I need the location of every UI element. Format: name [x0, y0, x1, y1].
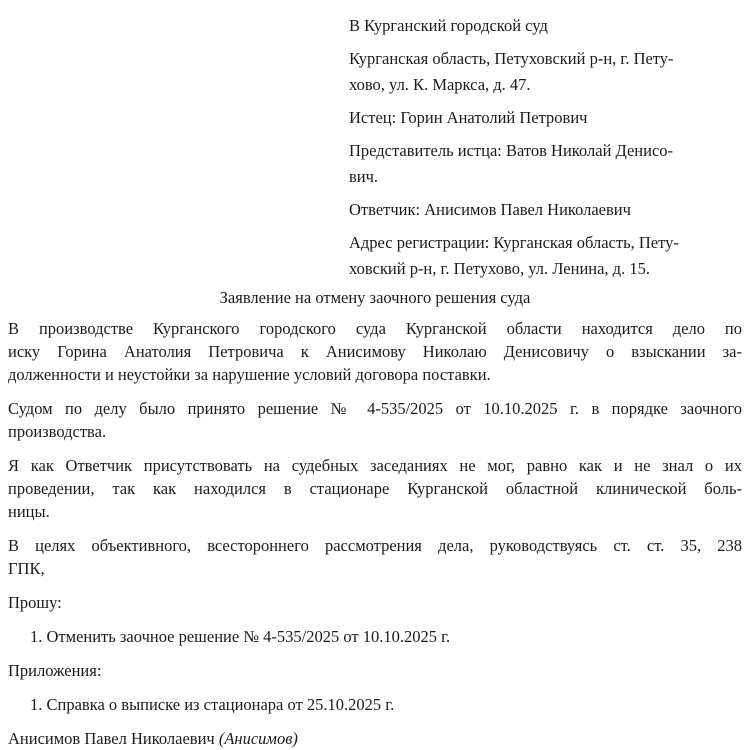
body-line: Судом по делу было принято решение № 4-535/2025 от 10.10.2025 г. в порядке заочного — [8, 399, 742, 418]
signature-line — [8, 727, 742, 750]
body-line: иску Горина Анатолия Петровича к Анисимову Николаю Денисовичу о взыскании за- — [8, 342, 742, 361]
body-paragraph-decision — [8, 397, 742, 443]
body-paragraph-case-info — [8, 317, 742, 386]
body-line: проведении, так как находился в стационаре Курганской областной клинической боль- — [8, 479, 742, 498]
representative-line-1: Представитель истца: Ватов Николай Денисо- — [349, 141, 674, 160]
body-paragraph-absence-reason — [8, 454, 742, 523]
body-line: В целях объективного, всестороннего рассмотрения дела, руководствуясь ст. ст. 35, 238 — [8, 536, 742, 555]
request-label: Прошу: — [8, 593, 62, 612]
body-line: В производстве Курганского городского суда Курганской области находится дело по — [8, 319, 742, 338]
body-line: производства. — [8, 422, 107, 441]
defendant-address-line-2: ховский р-н, г. Петухово, ул. Ленина, д. 15. — [349, 259, 650, 278]
plaintiff-representative-paragraph — [349, 138, 742, 190]
request-item: 1. Отменить заочное решение № 4-535/2025 от 10.10.2025 г. — [30, 627, 451, 646]
body-line: долженности и неустойки за нарушение условий договора поставки. — [8, 365, 491, 384]
attachments-label: Приложения: — [8, 661, 102, 680]
court-address-line-1: Курганская область, Петуховский р-н, г. Пету- — [349, 49, 674, 68]
court-address-paragraph — [349, 46, 742, 98]
court-name-paragraph — [349, 13, 742, 39]
document-body — [8, 317, 742, 750]
court-name: В Курганский городской суд — [349, 16, 548, 35]
defendant-address-line-1: Адрес регистрации: Курганская область, Пету- — [349, 233, 679, 252]
body-line: ницы. — [8, 502, 50, 521]
attachment-item: 1. Справка о выписке из стационара от 25.10.2025 г. — [30, 695, 395, 714]
body-line: ГПК, — [8, 559, 45, 578]
body-paragraph-legal-basis — [8, 534, 742, 580]
document-title: Заявление на отмену заочного решения суда — [219, 288, 531, 307]
representative-line-2: вич. — [349, 167, 379, 186]
defendant-paragraph — [349, 197, 742, 223]
signature-name: Анисимов Павел Николаевич — [8, 729, 215, 748]
body-line: Я как Ответчик присутствовать на судебных заседаниях не мог, равно как и не знал о их — [8, 456, 742, 475]
plaintiff-name: Истец: Горин Анатолий Петрович — [349, 108, 588, 127]
defendant-name: Ответчик: Анисимов Павел Николаевич — [349, 200, 631, 219]
defendant-address-paragraph — [349, 230, 742, 282]
court-address-line-2: хово, ул. К. Маркса, д. 47. — [349, 75, 531, 94]
signature-handwritten-note: (Анисимов) — [218, 729, 298, 748]
court-header-block — [349, 13, 742, 282]
plaintiff-paragraph — [349, 105, 742, 131]
